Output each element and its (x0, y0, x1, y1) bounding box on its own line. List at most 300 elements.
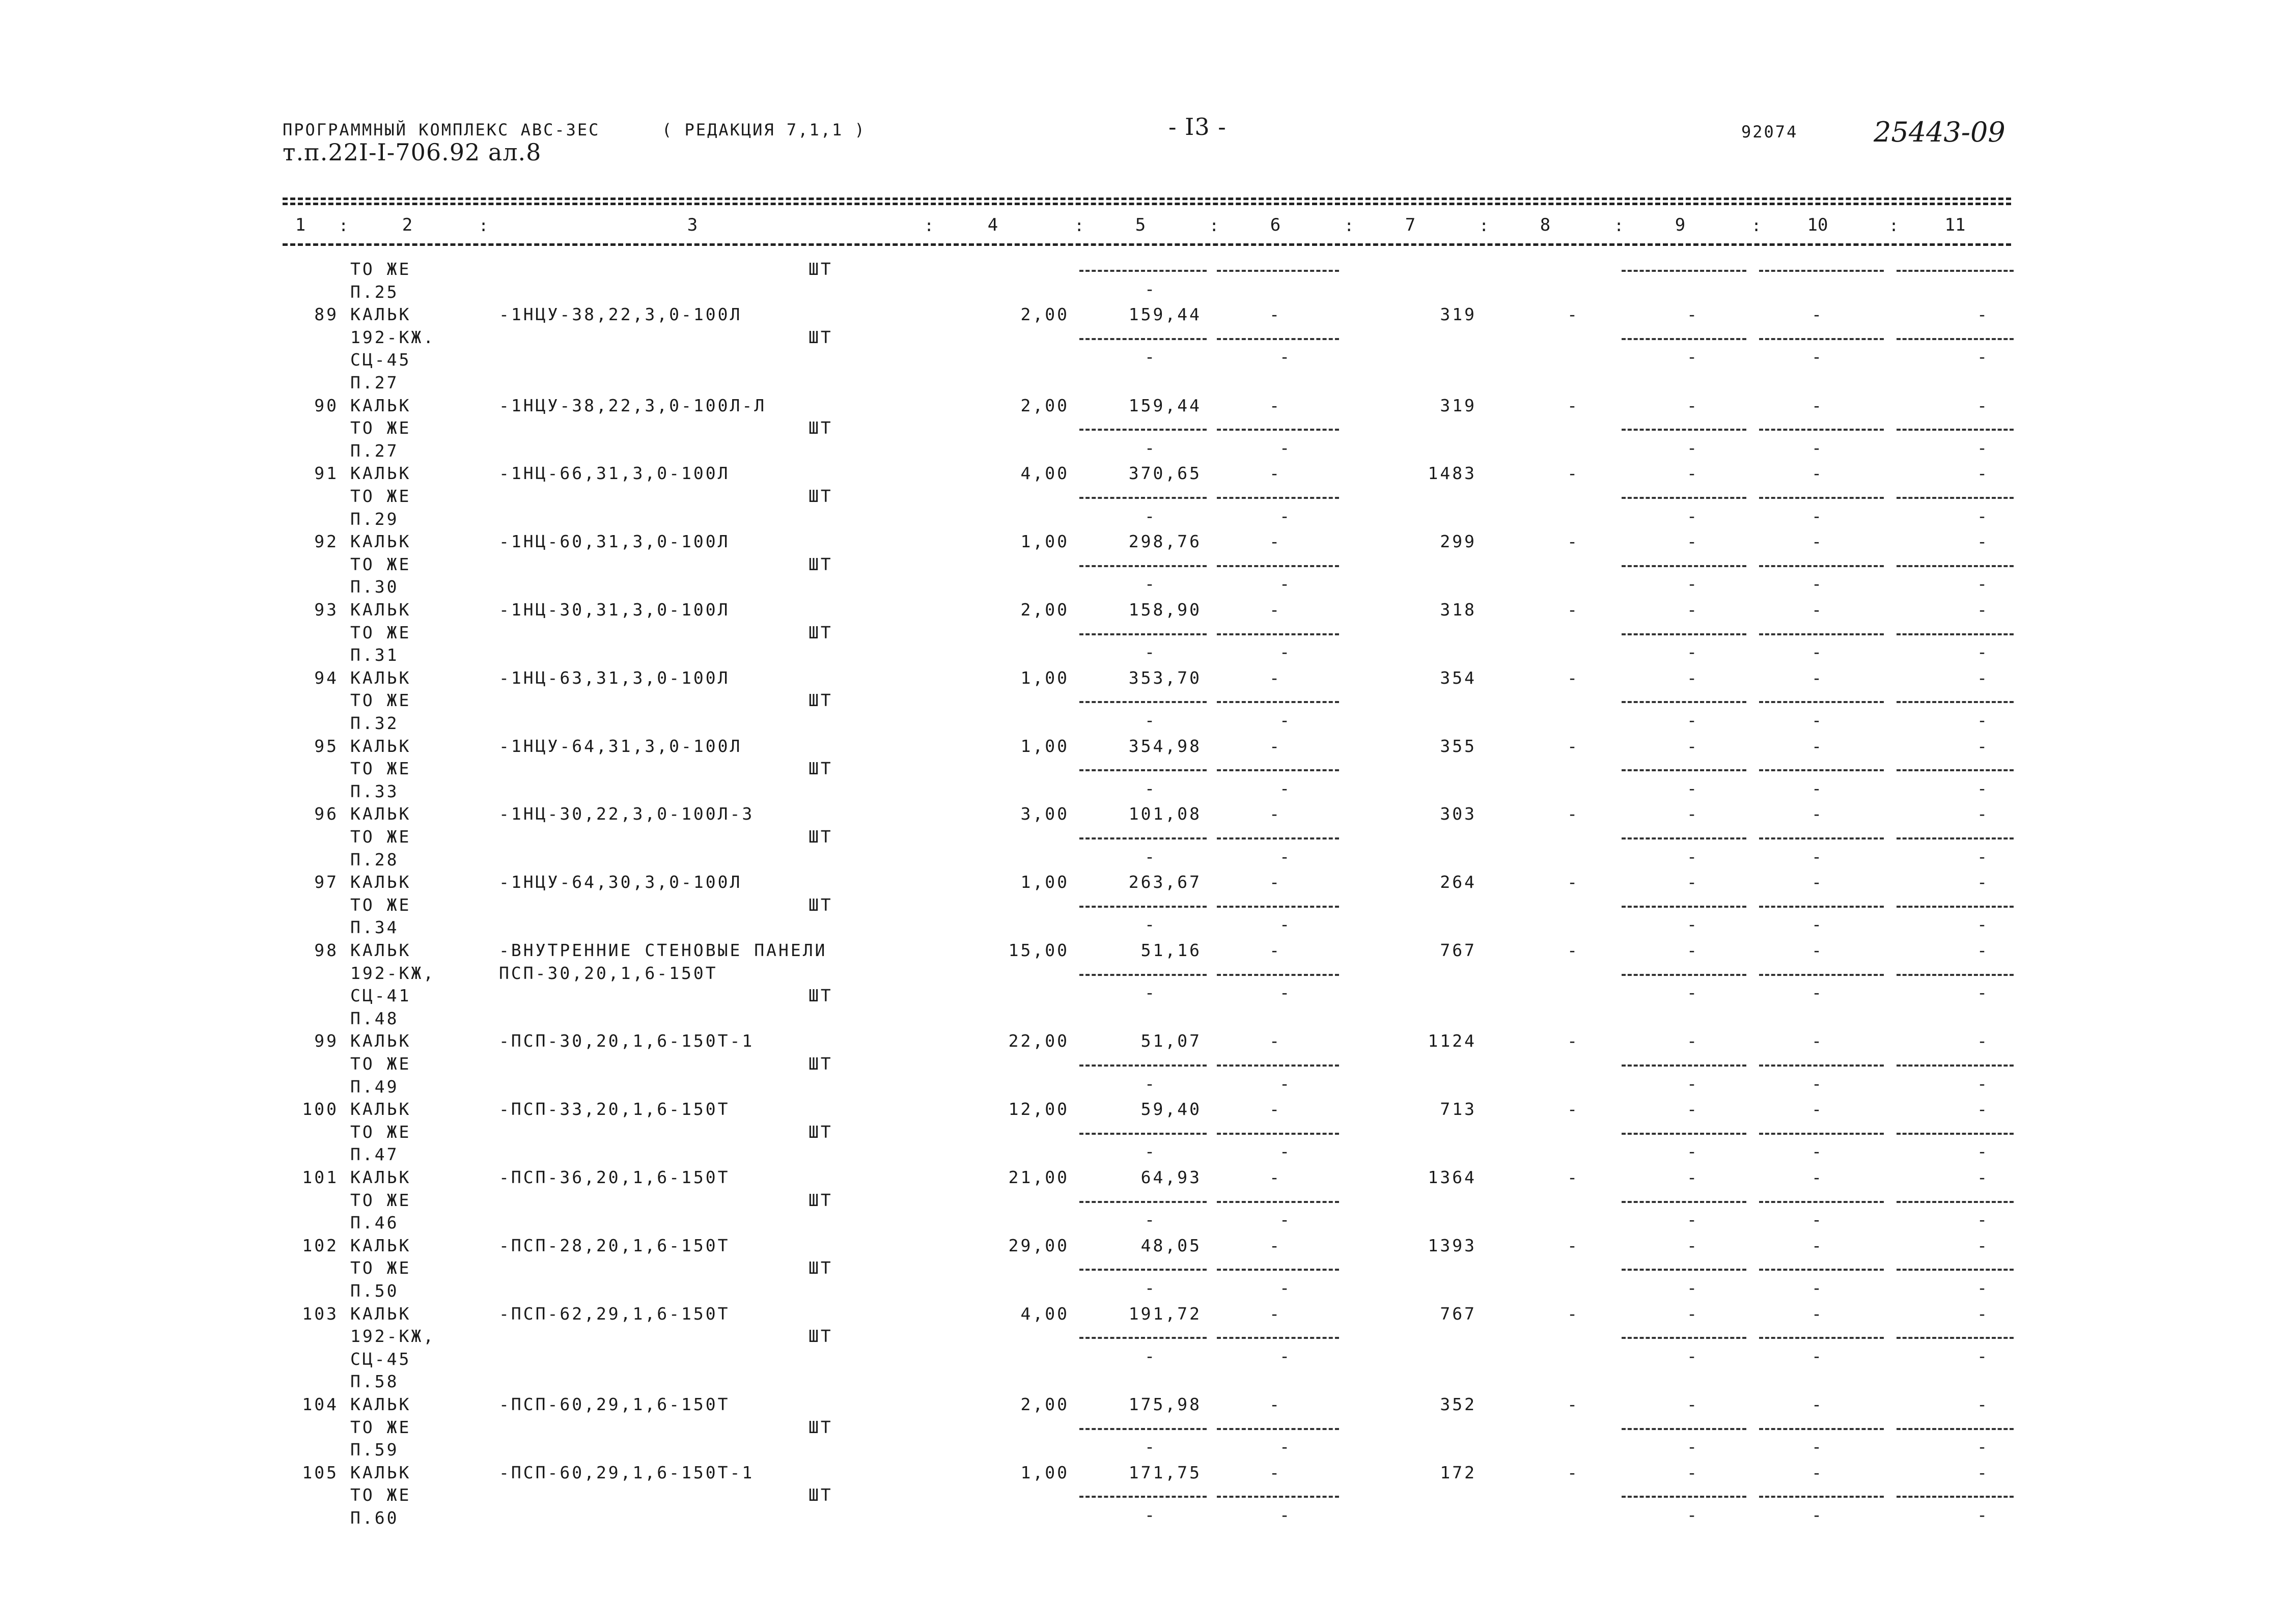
row-number: 94 (314, 668, 339, 688)
dash-mark: - (1977, 1074, 1989, 1094)
col11-value: - (1977, 1167, 1989, 1187)
col6-value: - (1269, 1394, 1281, 1414)
item-code: ТО ЖЕ (350, 690, 411, 710)
col9-value: - (1687, 1394, 1699, 1414)
dash-mark: - (1279, 347, 1292, 367)
item-code: П.46 (350, 1213, 399, 1233)
item-code: КАЛЬК (350, 1099, 411, 1119)
dash-mark: - (1279, 1074, 1292, 1094)
dash-mark: - (1687, 1210, 1699, 1229)
item-code: П.49 (350, 1077, 399, 1097)
dash-mark: - (1812, 983, 1824, 1002)
col10-value: - (1812, 1236, 1824, 1255)
dash-rule (1079, 270, 1207, 272)
dash-rule (1897, 1337, 2014, 1339)
quantity-value: 2,00 (1020, 396, 1069, 415)
dash-mark: - (1279, 642, 1292, 662)
unit-price-value: 370,65 (1128, 463, 1202, 483)
item-code: ТО ЖЕ (350, 259, 411, 279)
quantity-value: 2,00 (1020, 304, 1069, 324)
row-number: 91 (314, 463, 339, 483)
dash-rule (1079, 1133, 1207, 1135)
unit-price-value: 48,05 (1140, 1236, 1202, 1255)
dash-rule (1759, 974, 1884, 976)
col9-value: - (1687, 531, 1699, 551)
col9-value: - (1687, 940, 1699, 960)
item-name: -1НЦ-63,31,3,0-100Л (499, 668, 730, 688)
unit-of-measure: ШТ (809, 827, 833, 847)
item-name: -1НЦУ-64,30,3,0-100Л (499, 872, 742, 892)
unit-price-value: 171,75 (1128, 1463, 1202, 1482)
col9-value: - (1687, 1099, 1699, 1119)
item-code: ТО ЖЕ (350, 1122, 411, 1142)
dash-rule (1217, 1337, 1339, 1339)
col6-value: - (1269, 304, 1281, 324)
dash-rule (1217, 497, 1339, 499)
col6-value: - (1269, 1167, 1281, 1187)
item-name: -1НЦ-66,31,3,0-100Л (499, 463, 730, 483)
dash-mark: - (1145, 506, 1157, 526)
unit-of-measure: ШТ (809, 986, 833, 1005)
item-code: П.30 (350, 577, 399, 597)
dash-rule (1622, 565, 1746, 567)
unit-of-measure: ШТ (809, 1122, 833, 1142)
dash-mark: - (1145, 1210, 1157, 1229)
dash-mark: - (1279, 847, 1292, 866)
dash-rule (1759, 429, 1884, 431)
col10-value: - (1812, 736, 1824, 756)
dash-mark: - (1812, 642, 1824, 662)
col11-value: - (1977, 463, 1989, 483)
col8-value: - (1567, 396, 1579, 415)
col6-value: - (1269, 1236, 1281, 1255)
total-value: 303 (1440, 804, 1476, 824)
dash-mark: - (1279, 1505, 1292, 1525)
item-code: 192-КЖ, (350, 1326, 436, 1346)
dash-mark: - (1977, 914, 1989, 934)
dash-rule (1079, 633, 1207, 635)
row-number: 98 (314, 940, 339, 960)
dash-mark: - (1687, 1505, 1699, 1525)
item-code: П.58 (350, 1371, 399, 1391)
dash-rule (1622, 429, 1746, 431)
dash-mark: - (1687, 438, 1699, 458)
col6-value: - (1269, 463, 1281, 483)
col6-value: - (1269, 1099, 1281, 1119)
item-code: ТО ЖЕ (350, 1258, 411, 1278)
dash-mark: - (1279, 506, 1292, 526)
dash-mark: - (1687, 1437, 1699, 1457)
dash-mark: - (1687, 642, 1699, 662)
dash-rule (1079, 1269, 1207, 1271)
dash-rule (1622, 837, 1746, 839)
col8-value: - (1567, 804, 1579, 824)
column-header-5: 5 (1135, 215, 1146, 235)
unit-of-measure: ШТ (809, 690, 833, 710)
dash-rule (1217, 338, 1339, 340)
dash-rule (1622, 497, 1746, 499)
item-code: ТО ЖЕ (350, 1054, 411, 1074)
unit-price-value: 101,08 (1128, 804, 1202, 824)
item-code: КАЛЬК (350, 600, 411, 620)
quantity-value: 1,00 (1020, 531, 1069, 551)
dash-mark: - (1687, 347, 1699, 367)
unit-of-measure: ШТ (809, 486, 833, 506)
dash-mark: - (1977, 1505, 1989, 1525)
dash-mark: - (1145, 847, 1157, 866)
col9-value: - (1687, 736, 1699, 756)
dash-rule (1622, 769, 1746, 771)
quantity-value: 1,00 (1020, 668, 1069, 688)
col8-value: - (1567, 600, 1579, 620)
dash-mark: - (1977, 642, 1989, 662)
col8-value: - (1567, 1394, 1579, 1414)
dash-rule (1759, 633, 1884, 635)
dash-mark: - (1145, 1437, 1157, 1457)
row-number: 104 (302, 1394, 339, 1414)
item-code: КАЛЬК (350, 1463, 411, 1482)
col11-value: - (1977, 1394, 1989, 1414)
dash-mark: - (1145, 438, 1157, 458)
dash-rule (1897, 1133, 2014, 1135)
col9-value: - (1687, 1304, 1699, 1324)
item-name: -ПСП-60,29,1,6-150Т-1 (499, 1463, 755, 1482)
quantity-value: 1,00 (1020, 736, 1069, 756)
total-value: 264 (1440, 872, 1476, 892)
item-name: -ПСП-28,20,1,6-150Т (499, 1236, 730, 1255)
col6-value: - (1269, 872, 1281, 892)
item-code: ТО ЖЕ (350, 759, 411, 778)
quantity-value: 29,00 (1008, 1236, 1069, 1255)
col9-value: - (1687, 1463, 1699, 1482)
col11-value: - (1977, 531, 1989, 551)
dash-rule (1079, 974, 1207, 976)
total-value: 172 (1440, 1463, 1476, 1482)
dash-mark: - (1812, 847, 1824, 866)
dash-rule (1897, 429, 2014, 431)
dash-mark: - (1977, 1141, 1989, 1161)
unit-of-measure: ШТ (809, 418, 833, 438)
dash-rule (1897, 338, 2014, 340)
unit-price-value: 51,07 (1140, 1031, 1202, 1051)
col11-value: - (1977, 872, 1989, 892)
column-separator: : (1479, 216, 1489, 235)
unit-of-measure: ШТ (809, 1417, 833, 1437)
item-code: П.48 (350, 1009, 399, 1028)
item-code: ТО ЖЕ (350, 895, 411, 915)
item-code: П.34 (350, 917, 399, 937)
dash-mark: - (1977, 1210, 1989, 1229)
item-code: КАЛЬК (350, 804, 411, 824)
column-header-2: 2 (402, 215, 413, 235)
quantity-value: 1,00 (1020, 1463, 1069, 1482)
dash-rule (1217, 1133, 1339, 1135)
total-value: 299 (1440, 531, 1476, 551)
dash-rule (1622, 974, 1746, 976)
dash-mark: - (1687, 574, 1699, 594)
dash-mark: - (1145, 914, 1157, 934)
dash-rule (1759, 1496, 1884, 1498)
dash-rule (1759, 497, 1884, 499)
item-code: П.31 (350, 645, 399, 665)
item-code: П.50 (350, 1281, 399, 1301)
item-code: П.59 (350, 1440, 399, 1460)
item-code: КАЛЬК (350, 1167, 411, 1187)
column-header-11: 11 (1944, 215, 1966, 235)
dash-mark: - (1145, 710, 1157, 730)
dash-rule (1759, 837, 1884, 839)
col6-value: - (1269, 600, 1281, 620)
quantity-value: 2,00 (1020, 600, 1069, 620)
dash-rule (1897, 1496, 2014, 1498)
col9-value: - (1687, 304, 1699, 324)
dash-rule (1622, 1133, 1746, 1135)
item-code: СЦ-45 (350, 1349, 411, 1369)
total-value: 713 (1440, 1099, 1476, 1119)
total-value: 1393 (1428, 1236, 1476, 1255)
col6-value: - (1269, 396, 1281, 415)
col11-value: - (1977, 940, 1989, 960)
quantity-value: 3,00 (1020, 804, 1069, 824)
unit-of-measure: ШТ (809, 1054, 833, 1074)
row-number: 105 (302, 1463, 339, 1482)
unit-price-value: 159,44 (1128, 396, 1202, 415)
row-number: 99 (314, 1031, 339, 1051)
dash-rule (1217, 270, 1339, 272)
dash-mark: - (1687, 1278, 1699, 1298)
col11-value: - (1977, 804, 1989, 824)
dash-mark: - (1977, 1278, 1989, 1298)
col6-value: - (1269, 1031, 1281, 1051)
col11-value: - (1977, 396, 1989, 415)
col9-value: - (1687, 396, 1699, 415)
dash-rule (1759, 1133, 1884, 1135)
dash-rule (1217, 429, 1339, 431)
col10-value: - (1812, 396, 1824, 415)
dash-rule (1759, 270, 1884, 272)
item-code: П.29 (350, 509, 399, 529)
dash-rule (1622, 906, 1746, 908)
col6-value: - (1269, 804, 1281, 824)
total-value: 319 (1440, 396, 1476, 415)
dash-mark: - (1279, 1278, 1292, 1298)
col10-value: - (1812, 1031, 1824, 1051)
column-separator: : (924, 216, 934, 235)
col9-value: - (1687, 600, 1699, 620)
column-header-1: 1 (295, 215, 306, 235)
col11-value: - (1977, 668, 1989, 688)
column-separator: : (339, 216, 349, 235)
dash-mark: - (1812, 1278, 1824, 1298)
col10-value: - (1812, 463, 1824, 483)
edition-label: ( РЕДАКЦИЯ 7,1,1 ) (662, 120, 866, 139)
dash-mark: - (1812, 574, 1824, 594)
item-code: ТО ЖЕ (350, 1417, 411, 1437)
column-header-7: 7 (1405, 215, 1416, 235)
unit-price-value: 354,98 (1128, 736, 1202, 756)
dash-rule (1897, 270, 2014, 272)
col10-value: - (1812, 804, 1824, 824)
dash-mark: - (1279, 574, 1292, 594)
unit-price-value: 64,93 (1140, 1167, 1202, 1187)
total-value: 352 (1440, 1394, 1476, 1414)
dash-mark: - (1687, 506, 1699, 526)
dash-rule (1622, 1428, 1746, 1430)
col9-value: - (1687, 1236, 1699, 1255)
item-code: КАЛЬК (350, 736, 411, 756)
dash-rule (1217, 1269, 1339, 1271)
dash-mark: - (1812, 914, 1824, 934)
unit-price-value: 298,76 (1128, 531, 1202, 551)
dash-rule (1217, 1428, 1339, 1430)
table-header-rule (283, 243, 2011, 246)
total-value: 354 (1440, 668, 1476, 688)
column-header-6: 6 (1270, 215, 1281, 235)
col9-value: - (1687, 804, 1699, 824)
dash-rule (1079, 1065, 1207, 1067)
unit-price-value: 175,98 (1128, 1394, 1202, 1414)
dash-mark: - (1279, 1141, 1292, 1161)
dash-mark: - (1812, 506, 1824, 526)
col11-value: - (1977, 1099, 1989, 1119)
col10-value: - (1812, 304, 1824, 324)
dash-mark: - (1812, 1141, 1824, 1161)
col8-value: - (1567, 1304, 1579, 1324)
col8-value: - (1567, 304, 1579, 324)
dash-rule (1079, 906, 1207, 908)
unit-price-value: 59,40 (1140, 1099, 1202, 1119)
column-header-10: 10 (1807, 215, 1828, 235)
item-code: П.60 (350, 1508, 399, 1528)
dash-mark: - (1279, 1210, 1292, 1229)
dash-mark: - (1812, 1505, 1824, 1525)
col8-value: - (1567, 1099, 1579, 1119)
quantity-value: 2,00 (1020, 1394, 1069, 1414)
item-name: -1НЦУ-64,31,3,0-100Л (499, 736, 742, 756)
quantity-value: 1,00 (1020, 872, 1069, 892)
dash-mark: - (1145, 1505, 1157, 1525)
total-value: 318 (1440, 600, 1476, 620)
item-name: -ПСП-30,20,1,6-150Т-1 (499, 1031, 755, 1051)
dash-rule (1759, 769, 1884, 771)
column-separator: : (1889, 216, 1899, 235)
dash-mark: - (1977, 983, 1989, 1002)
item-code: ТО ЖЕ (350, 827, 411, 847)
item-code: П.47 (350, 1144, 399, 1164)
dash-rule (1759, 1065, 1884, 1067)
unit-of-measure: ШТ (809, 554, 833, 574)
item-code: КАЛЬК (350, 463, 411, 483)
col11-value: - (1977, 1236, 1989, 1255)
row-number: 100 (302, 1099, 339, 1119)
dash-mark: - (1687, 847, 1699, 866)
col10-value: - (1812, 668, 1824, 688)
dash-mark: - (1687, 914, 1699, 934)
row-number: 90 (314, 396, 339, 415)
dash-mark: - (1687, 1141, 1699, 1161)
dash-mark: - (1145, 642, 1157, 662)
item-name: -ПСП-33,20,1,6-150Т (499, 1099, 730, 1119)
col10-value: - (1812, 1463, 1824, 1482)
unit-of-measure: ШТ (809, 895, 833, 915)
dash-rule (1622, 270, 1746, 272)
column-separator: : (1614, 216, 1624, 235)
dash-mark: - (1687, 1346, 1699, 1366)
dash-rule (1897, 1428, 2014, 1430)
col10-value: - (1812, 600, 1824, 620)
item-code: П.28 (350, 850, 399, 870)
dash-rule (1622, 1201, 1746, 1203)
item-code: КАЛЬК (350, 304, 411, 324)
dash-mark: - (1279, 710, 1292, 730)
dash-rule (1217, 701, 1339, 703)
item-name: -ПСП-36,20,1,6-150Т (499, 1167, 730, 1187)
dash-rule (1217, 1496, 1339, 1498)
dash-rule (1897, 701, 2014, 703)
col11-value: - (1977, 1304, 1989, 1324)
col9-value: - (1687, 1167, 1699, 1187)
dash-mark: - (1687, 778, 1699, 798)
unit-price-value: 191,72 (1128, 1304, 1202, 1324)
dash-rule (1217, 769, 1339, 771)
col10-value: - (1812, 1167, 1824, 1187)
dash-mark: - (1977, 347, 1989, 367)
dash-mark: - (1279, 1437, 1292, 1457)
dash-mark: - (1279, 983, 1292, 1002)
table-top-rule (283, 198, 2011, 200)
unit-of-measure: ШТ (809, 1485, 833, 1505)
col8-value: - (1567, 736, 1579, 756)
col9-value: - (1687, 668, 1699, 688)
item-code: П.33 (350, 781, 399, 801)
dash-rule (1759, 1337, 1884, 1339)
total-value: 1364 (1428, 1167, 1476, 1187)
dash-rule (1079, 338, 1207, 340)
dash-mark: - (1687, 710, 1699, 730)
dash-rule (1217, 974, 1339, 976)
dash-mark: - (1977, 506, 1989, 526)
dash-mark: - (1977, 438, 1989, 458)
item-code: КАЛЬК (350, 396, 411, 415)
quantity-value: 4,00 (1020, 1304, 1069, 1324)
col8-value: - (1567, 940, 1579, 960)
dash-mark: - (1812, 438, 1824, 458)
dash-rule (1897, 906, 2014, 908)
dash-mark: - (1279, 438, 1292, 458)
item-code: КАЛЬК (350, 1394, 411, 1414)
row-number: 102 (302, 1236, 339, 1255)
dash-rule (1622, 338, 1746, 340)
col11-value: - (1977, 600, 1989, 620)
col8-value: - (1567, 1236, 1579, 1255)
unit-price-value: 158,90 (1128, 600, 1202, 620)
dash-rule (1622, 633, 1746, 635)
dash-rule (1897, 633, 2014, 635)
item-code: ТО ЖЕ (350, 554, 411, 574)
col10-value: - (1812, 940, 1824, 960)
quantity-value: 22,00 (1008, 1031, 1069, 1051)
col6-value: - (1269, 1304, 1281, 1324)
dash-rule (1079, 565, 1207, 567)
item-code: КАЛЬК (350, 668, 411, 688)
item-code: СЦ-41 (350, 986, 411, 1005)
column-separator: : (1074, 216, 1084, 235)
row-number: 103 (302, 1304, 339, 1324)
item-code: КАЛЬК (350, 531, 411, 551)
dash-mark: - (1145, 983, 1157, 1002)
item-code: П.27 (350, 373, 399, 393)
dash-rule (1079, 1201, 1207, 1203)
